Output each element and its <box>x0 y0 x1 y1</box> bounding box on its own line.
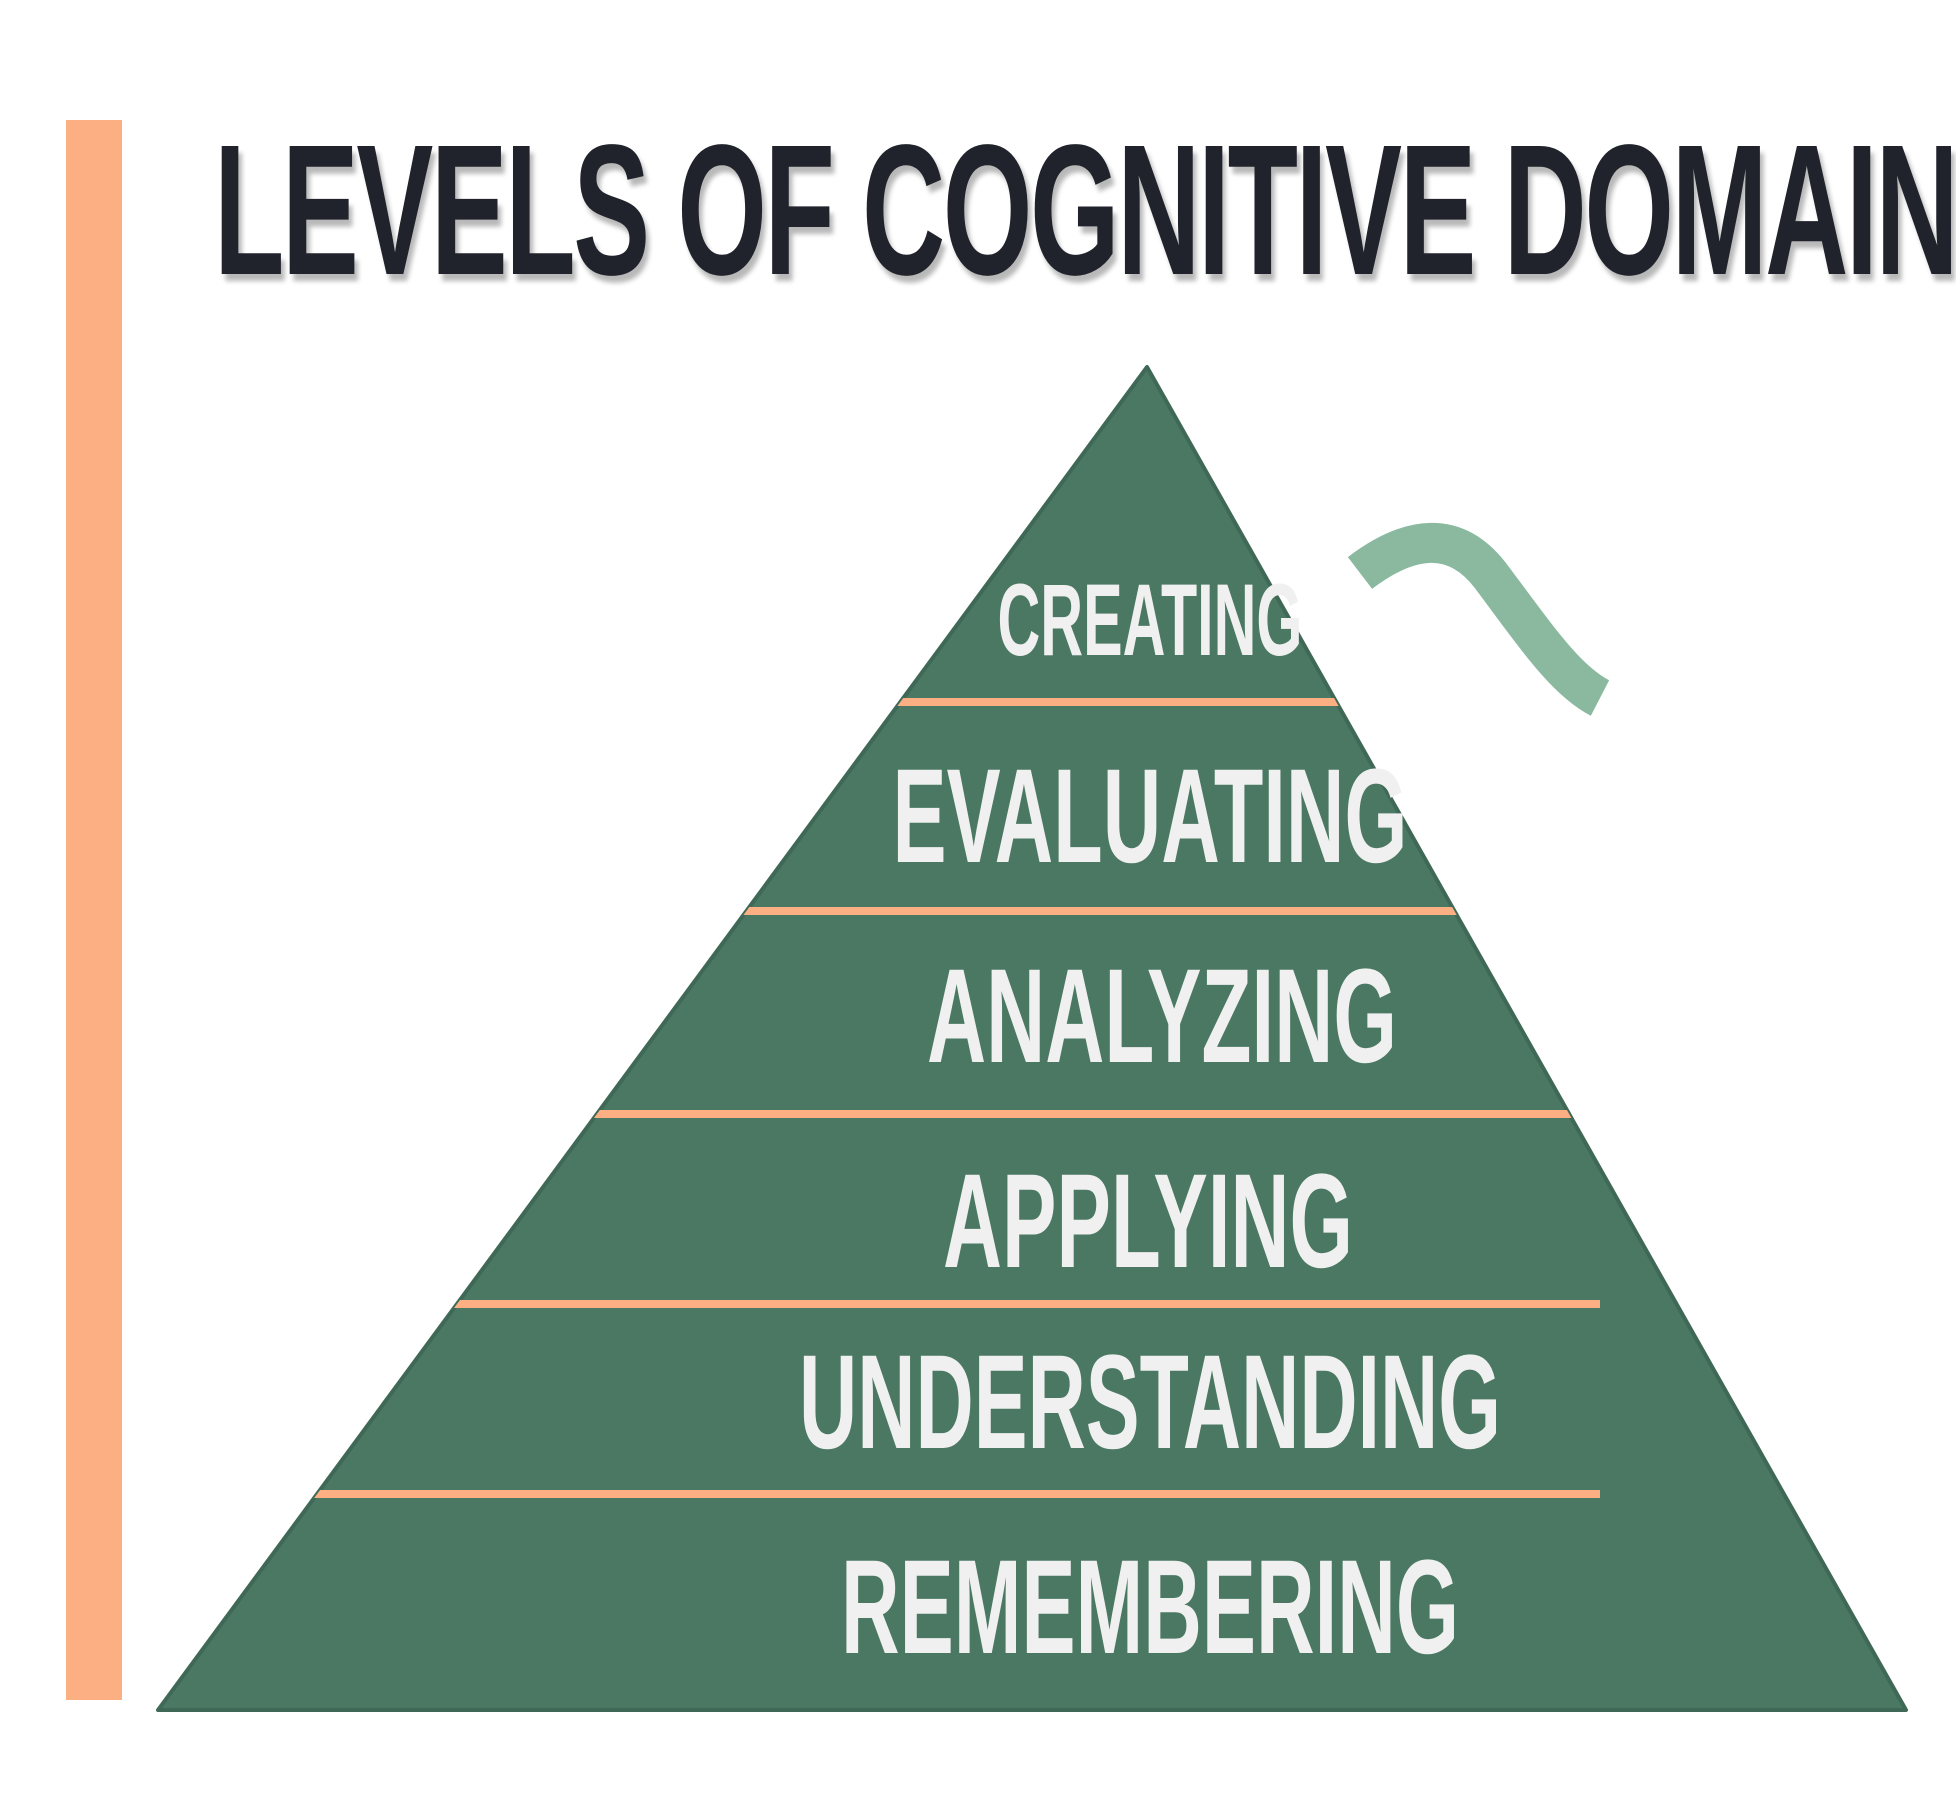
page-title: LEVELS OF COGNITIVE DOMAIN <box>214 107 1956 314</box>
level-label-understanding: UNDERSTANDING <box>799 1328 1501 1477</box>
level-label-creating: CREATING <box>997 563 1303 677</box>
decorative-curve <box>1360 543 1600 698</box>
level-label-evaluating: EVALUATING <box>892 742 1408 891</box>
level-label-analyzing: ANALYZING <box>927 942 1397 1091</box>
level-label-remembering: REMEMBERING <box>841 1533 1459 1682</box>
level-label-applying: APPLYING <box>943 1147 1353 1296</box>
